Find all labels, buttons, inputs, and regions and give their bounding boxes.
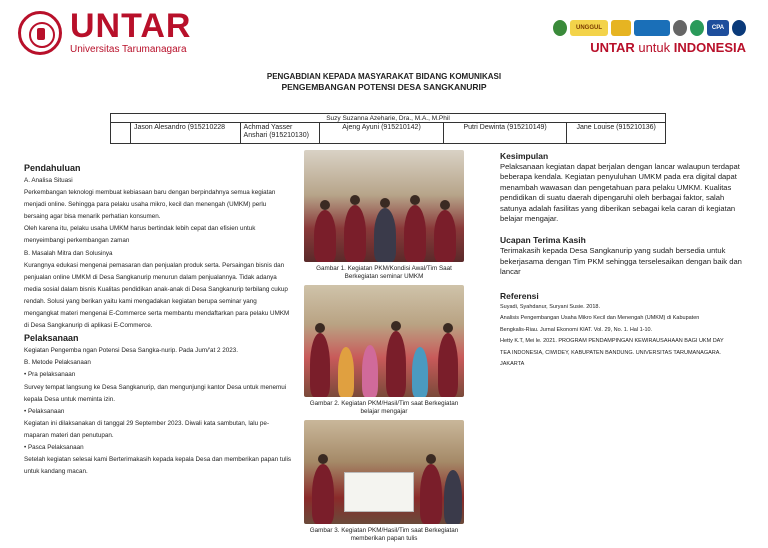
person-figure	[444, 470, 462, 524]
person-head	[315, 323, 325, 333]
child-figure	[362, 345, 378, 397]
cpa-badge: CPA	[707, 20, 729, 36]
reference-line: Hetty K.T, Mei le. 2021. PROGRAM PENDAMPINGAN KEWIRAUSAHAAN BAGI UKM DAY	[500, 338, 724, 345]
bullet-pasca: • Pasca Pelaksanaan	[24, 443, 84, 451]
person-head	[426, 454, 436, 464]
reference-line: Analisis Pengembangan Usaha Mikro Kecil dan Menengah (UMKM) di Kabupaten	[500, 315, 700, 322]
unggul-badge: UNGGUL	[570, 20, 608, 36]
subheading-analisa: A. Analisa Situasi	[24, 177, 73, 184]
person-figure	[344, 205, 366, 262]
iso-badge-icon	[673, 20, 687, 36]
person-figure	[386, 331, 406, 397]
paragraph-pasca: Setelah kegiatan selesai kami Berterimakasih kepada kepala Desa dan memberikan papan tulis untuk kandang macan.	[24, 456, 292, 476]
caption-figure-2: Gambar 2. Kegiatan PKM/Hasil/Tim saat Berkegiatan belajar mengajar	[309, 400, 459, 415]
green-badge-icon	[690, 20, 704, 36]
paragraph-kesimpulan: Pelaksanaan kegiatan dapat berjalan dengan lancar walaupun terdapat beberapa kendala. Kegiatan penyuluhan UMKM pada era digital dapat menambah wawasan dan pengetahuan para pelaku UMKM. Kualitas pendidikan di suatu daerah dipengaruhi oleh berbagai faktor, salah satunya adalah fasilitas yang diberikan sebagai kela caran di kegiatan belajar mengajar.	[500, 162, 740, 224]
member-cell: Jason Alesandro (915210228	[131, 123, 241, 143]
logo-subtitle: Universitas Tarumanagara	[70, 44, 187, 55]
accreditation-badges	[553, 20, 746, 36]
person-figure	[310, 333, 330, 397]
logo-wordmark: UNTAR	[70, 7, 192, 45]
table-spacer-cell	[111, 123, 131, 143]
bullet-pra: • Pra pelaksanaan	[24, 371, 76, 379]
untar-logo	[18, 7, 192, 55]
advisor-name: Suzy Suzanna Azeharie, Dra., M.A., M.Phil	[111, 114, 665, 123]
person-head	[318, 454, 328, 464]
person-figure	[438, 333, 458, 397]
child-figure	[338, 347, 354, 397]
caption-figure-1: Gambar 1. Kegiatan PKM/Kondisi Awal/Tim Saat Berkegiatan seminar UMKM	[316, 265, 452, 280]
reference-list	[500, 302, 752, 371]
person-figure	[374, 208, 396, 262]
subheading-metode: B. Metode Pelaksanaan	[24, 359, 91, 367]
paragraph-pelaksanaan: Kegiatan Pengemba ngan Potensi Desa Sangka-nurip. Pada Jum/'at 2 2023.	[24, 347, 239, 355]
person-head	[380, 198, 390, 208]
member-cell: Putri Dewinta (915210149)	[444, 123, 568, 143]
heading-pelaksanaan: Pelaksanaan	[24, 333, 79, 344]
untar-seal-icon	[18, 11, 62, 55]
photo-whiteboard	[304, 420, 464, 524]
poster-title-line2: PENGEMBANGAN POTENSI DESA SANGKANURIP	[281, 82, 487, 92]
paragraph-analisa-2: Oleh karena itu, pelaku usaha UMKM harus bertindak lebih cepat dan efisien untuk menyeimbangi perkembangan zaman	[24, 225, 256, 245]
paragraph-terima-kasih: Terimakasih kepada Desa Sangkanurip yang sudah bersedia untuk bekerjasama dengan Tim PKM sehingga terselesaikan dengan baik dan lancar	[500, 246, 742, 277]
person-figure	[312, 464, 334, 524]
poster-title-line1: PENGABDIAN KEPADA MASYARAKAT BIDANG KOMUNIKASI	[266, 72, 502, 81]
photos-column	[304, 150, 464, 547]
authors-table	[110, 113, 666, 144]
partner-badge-icon	[553, 20, 567, 36]
person-head	[391, 321, 401, 331]
tagline	[590, 40, 746, 55]
member-cell: Achmad Yasser Anshari (915210130)	[241, 123, 321, 143]
person-head	[350, 195, 360, 205]
reference-line: TEA INDONESIA, CIWIDEY, KABUPATEN BANDUNG. UNIVERSITAS TARUMANAGARA.	[500, 349, 721, 356]
subheading-masalah: B. Masalah Mitra dan Solusinya	[24, 249, 113, 257]
rank-badge-icon	[611, 20, 631, 36]
tagline-untar: UNTAR	[590, 40, 635, 55]
tagline-untuk: untuk	[634, 40, 674, 55]
reference-line: Suyadi, Syahdanur, Suryani Susie. 2018.	[500, 303, 600, 310]
person-head	[443, 323, 453, 333]
caption-figure-3: Gambar 3. Kegiatan PKM/Hasil/Tim saat Berkegiatan memberikan papan tulis	[309, 527, 459, 542]
bullet-pelaksanaan: • Pelaksanaan	[24, 407, 65, 415]
heading-kesimpulan: Kesimpulan	[500, 151, 549, 161]
heading-terima-kasih: Ucapan Terima Kasih	[500, 235, 586, 246]
paragraph-pelaksanaan-detail: Kegiatan ini dilaksanakan di tanggal 29 September 2023. Diwali kata sambutan, lalu pe-maparan materi dan penutupan.	[24, 419, 270, 439]
ministry-badge-icon	[732, 20, 746, 36]
heading-pendahuluan: Pendahuluan	[24, 163, 81, 173]
paragraph-pra: Survey tempat langsung ke Desa Sangkanurip, dan mengunjungi kantor Desa untuk menemui kepala Desa untuk meminta izin.	[24, 383, 287, 403]
reference-line: JAKARTA	[500, 361, 525, 368]
person-head	[320, 200, 330, 210]
certification-badge-icon	[634, 20, 670, 36]
whiteboard	[344, 472, 414, 512]
reference-line: Bengkalis-Riau. Jurnal Ekonomi KIAT. Vol. 29, No. 1. Hal 1-10.	[500, 326, 653, 333]
right-column	[500, 150, 752, 371]
paragraph-analisa-1: Perkembangan teknologi membuat kebiasaan baru dengan berpindahnya semua kegiatan menjadi online. Sehingga para pelaku usaha mikro, kecil dan menengah (UMKM) perlu bersaing agar bisa menarik perhatian konsumen.	[24, 189, 276, 221]
photo-teaching	[304, 285, 464, 397]
heading-referensi: Referensi	[500, 290, 539, 301]
child-figure	[412, 347, 428, 397]
left-column	[24, 162, 292, 478]
paragraph-masalah: Kurangnya edukasi mengenai pemasaran dan penjualan produk serta. Persaingan bisnis dan penjualan online UMKM di Desa Sangkanurip menurun dalam penjualannya. Tidak adanya media sosial dalam bisnis Kualitas pendidikan anak-anak di Desa Sangkanurip terbilang cukup rendah. Solusi yang berikan yaitu kami mengadakan kegiatan berupa seminar yang mengangkat materi mengenai E-Commerce serta membantu mendaftarkan para pelaku UMKM di Desa Sangkanurip di aplikasi E-Commerce.	[24, 261, 290, 330]
person-figure	[404, 205, 426, 262]
photo-seminar	[304, 150, 464, 262]
person-figure	[314, 210, 336, 262]
tagline-indonesia: INDONESIA	[673, 40, 746, 55]
members-row	[111, 123, 665, 143]
person-figure	[420, 464, 442, 524]
person-figure	[434, 210, 456, 262]
member-cell: Jane Louise (915210136)	[576, 124, 656, 131]
member-cell: Ajeng Ayuni (915210142)	[320, 123, 444, 143]
person-head	[410, 195, 420, 205]
person-head	[440, 200, 450, 210]
